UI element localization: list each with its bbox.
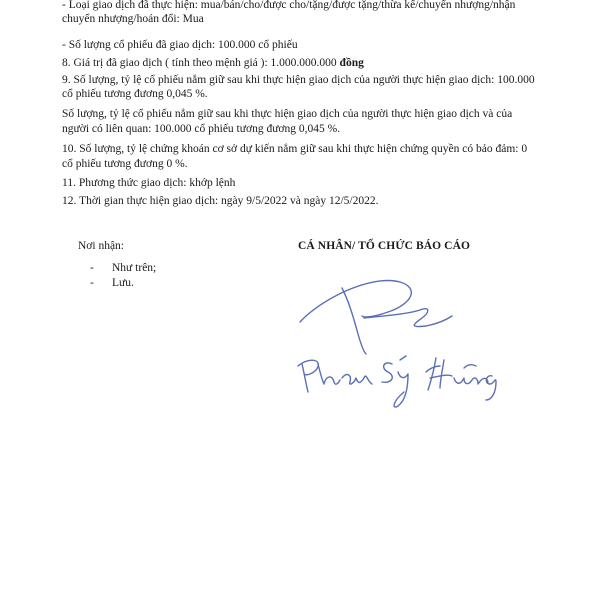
transaction-type-line-1: - Loại giao dịch đã thực hiện: mua/bán/cho/được cho/tặng/được tặng/thừa kế/chuyển nhượng/nhận — [62, 0, 516, 11]
transaction-value-text: 8. Giá trị đã giao dịch ( tính theo mệnh giá ): 1.000.000.000 — [62, 57, 340, 69]
transaction-type-line-2: chuyển nhượng/hoán đổi: Mua — [62, 13, 204, 25]
recipient-item — [90, 262, 156, 274]
signature-stroke — [426, 358, 440, 390]
signature-stroke — [400, 356, 406, 360]
recipient-dash: - — [90, 262, 94, 274]
signature-stroke — [464, 365, 476, 368]
transaction-time-line: 12. Thời gian thực hiện giao dịch: ngày 9/5/2022 và ngày 12/5/2022. — [62, 195, 379, 207]
holding-after-line-2: cổ phiếu tương đương 0,045 %. — [62, 88, 208, 100]
holding-after-line-1: 9. Số lượng, tỷ lệ cổ phiếu nắm giữ sau khi thực hiện giao dịch của người thực hiện giao dịch: 100.000 — [62, 74, 535, 86]
recipients-title: Nơi nhận: — [78, 240, 125, 252]
reporter-title: CÁ NHÂN/ TỔ CHỨC BÁO CÁO — [298, 240, 471, 252]
warrant-holding-line-1: 10. Số lượng, tỷ lệ chứng khoán cơ sở dự kiến nắm giữ sau khi thực hiện chứng quyền có bảo đảm: 0 — [62, 143, 528, 155]
signature-stroke — [394, 372, 408, 407]
holding-related-line-1: Số lượng, tỷ lệ cổ phiếu nắm giữ sau khi thực hiện giao dịch của người thực hiện giao dịch và của — [62, 108, 513, 120]
transaction-value-unit: đồng — [339, 57, 364, 69]
signature-stroke — [454, 378, 488, 384]
recipient-dash: - — [90, 277, 94, 289]
signature-stroke — [300, 281, 411, 322]
signature-stroke — [342, 288, 366, 354]
signature-stroke — [364, 309, 452, 327]
transaction-value-line — [62, 56, 580, 71]
signature-stroke — [382, 363, 392, 382]
warrant-holding-line-2: cổ phiếu tương đương 0 %. — [62, 158, 188, 170]
signature-stroke — [318, 364, 340, 384]
holding-related-line-2: người có liên quan: 100.000 cổ phiếu tương đương 0,045 %. — [62, 123, 341, 135]
handwritten-signature — [280, 260, 520, 410]
signature-stroke — [342, 375, 372, 385]
transaction-quantity-line: - Số lượng cổ phiếu đã giao dịch: 100.000 cổ phiếu — [62, 39, 298, 51]
recipient-label: Lưu. — [112, 277, 134, 289]
transaction-method-line: 11. Phương thức giao dịch: khớp lệnh — [62, 177, 236, 189]
recipient-label: Như trên; — [112, 262, 157, 274]
signature-stroke — [298, 360, 318, 392]
recipient-item — [90, 277, 134, 289]
